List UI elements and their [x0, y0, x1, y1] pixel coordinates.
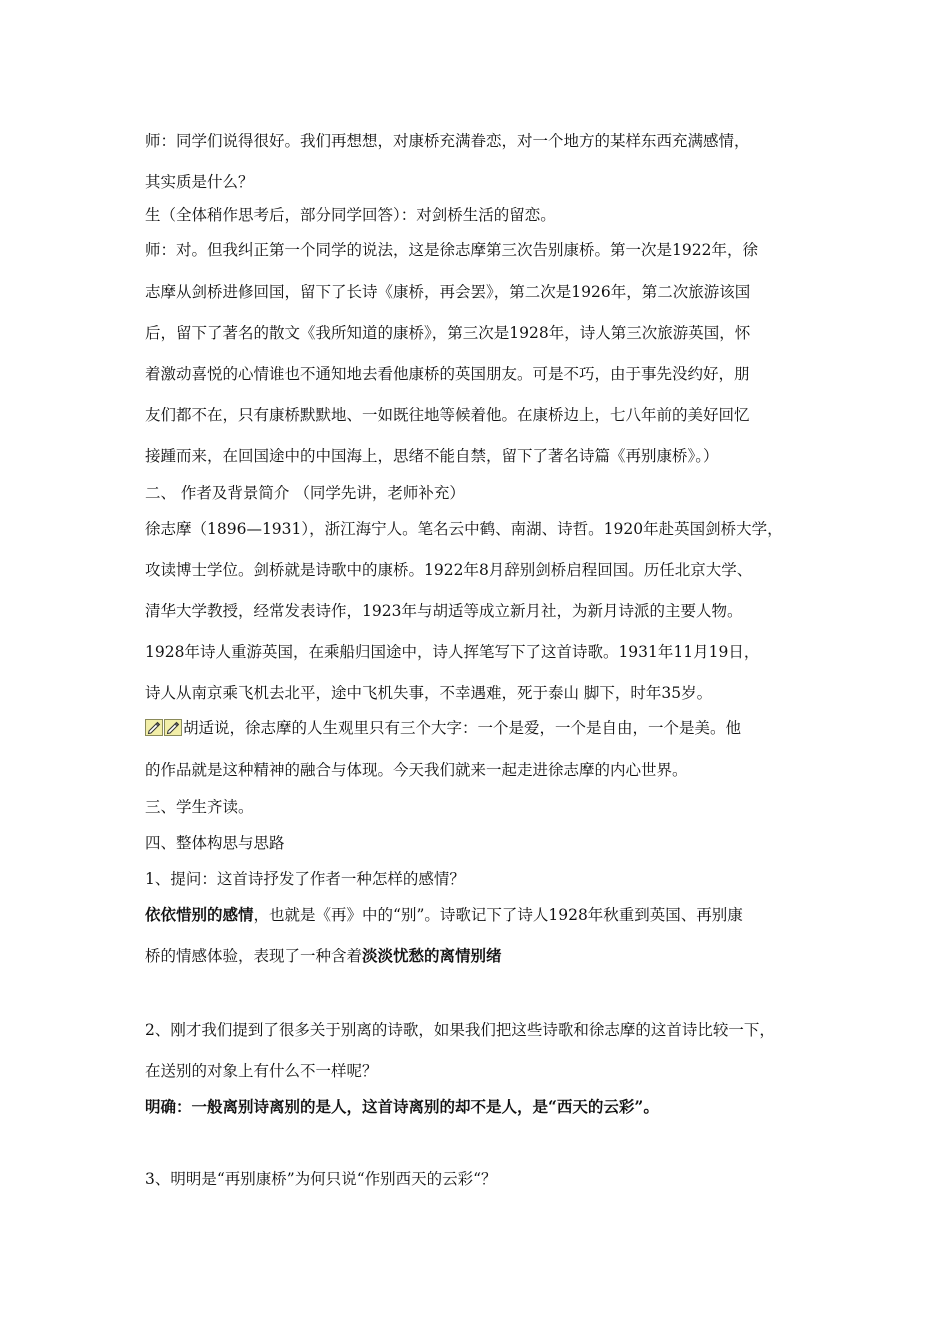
text-line: [145, 946, 825, 966]
text-line-with-icons: [145, 718, 825, 738]
text-line: 着激动喜悦的心情谁也不通知地去看他康桥的英国朋友。可是不巧，由于事先没约好，朋: [145, 365, 750, 383]
text-line: 其实质是什么？: [145, 173, 254, 191]
question-line: 1、提问：这首诗抒发了作者一种怎样的感情？: [145, 870, 465, 888]
question-line: 3、明明是“再别康桥”为何只说“作别西天的云彩“？: [145, 1170, 497, 1188]
text-line: 师：对。但我纠正第一个同学的说法，这是徐志摩第三次告别康桥。第一次是1922年，徐: [145, 241, 758, 259]
section-heading: 二、 作者及背景简介 （同学先讲，老师补充）: [145, 484, 465, 502]
section-heading: 四、整体构思与思路: [145, 834, 285, 852]
pencil-note-icon: [164, 719, 182, 736]
text-line: 1928年诗人重游英国，在乘船归国途中，诗人挥笔写下了这首诗歌。1931年11月19日，: [145, 643, 760, 661]
text-line: 诗人从南京乘飞机去北平，途中飞机失事，不幸遇难，死于泰山 脚下，时年35岁。: [145, 684, 713, 702]
hu-shi-quote: 胡适说，徐志摩的人生观里只有三个大字：一个是爱，一个是自由，一个是美。他: [183, 719, 742, 737]
text-line: 友们都不在，只有康桥默默地、一如既往地等候着他。在康桥边上，七八年前的美好回忆: [145, 406, 750, 424]
text-line: 徐志摩（1896—1931），浙江海宁人。笔名云中鹤、南湖、诗哲。1920年赴英国剑桥大学，: [145, 520, 783, 538]
text-line: 后，留下了著名的散文《我所知道的康桥》，第三次是1928年，诗人第三次旅游英国，怀: [145, 324, 751, 342]
text-line: 清华大学教授，经常发表诗作，1923年与胡适等成立新月社，为新月诗派的主要人物。: [145, 602, 743, 620]
question-line: 2、刚才我们提到了很多关于别离的诗歌，如果我们把这些诗歌和徐志摩的这首诗比较一下，: [145, 1021, 775, 1039]
text-line: 在送别的对象上有什么不一样呢？: [145, 1062, 378, 1080]
body-text: 桥的情感体验，表现了一种含着: [145, 947, 363, 965]
text-line: 志摩从剑桥进修回国，留下了长诗《康桥，再会罢》，第二次是1926年，第二次旅游该国: [145, 283, 751, 301]
emphasis-text: 依依惜别的感情: [145, 905, 254, 924]
text-line: 攻读博士学位。剑桥就是诗歌中的康桥。1922年8月辞别剑桥启程回国。历任北京大学、: [145, 561, 753, 579]
text-line: 生（全体稍作思考后，部分同学回答）：对剑桥生活的留恋。: [145, 206, 556, 224]
text-line: 接踵而来，在回国途中的中国海上，思绪不能自禁，留下了著名诗篇《再别康桥》。）: [145, 447, 719, 465]
pencil-note-icon: [145, 719, 163, 736]
text-line: 师：同学们说得很好。我们再想想，对康桥充满眷恋，对一个地方的某样东西充满感情，: [145, 132, 750, 150]
text-line: 的作品就是这种精神的融合与体现。今天我们就来一起走进徐志摩的内心世界。: [145, 761, 688, 779]
text-line: [145, 905, 825, 925]
section-heading: 三、学生齐读。: [145, 798, 254, 816]
body-text: ，也就是《再》中的“别”。诗歌记下了诗人1928年秋重到英国、再别康: [253, 906, 743, 924]
answer-line: 明确：一般离别诗离别的是人，这首诗离别的却不是人，是“西天的云彩”。: [145, 1097, 659, 1116]
emphasis-text: 淡淡忧愁的离情别绪: [362, 946, 502, 965]
